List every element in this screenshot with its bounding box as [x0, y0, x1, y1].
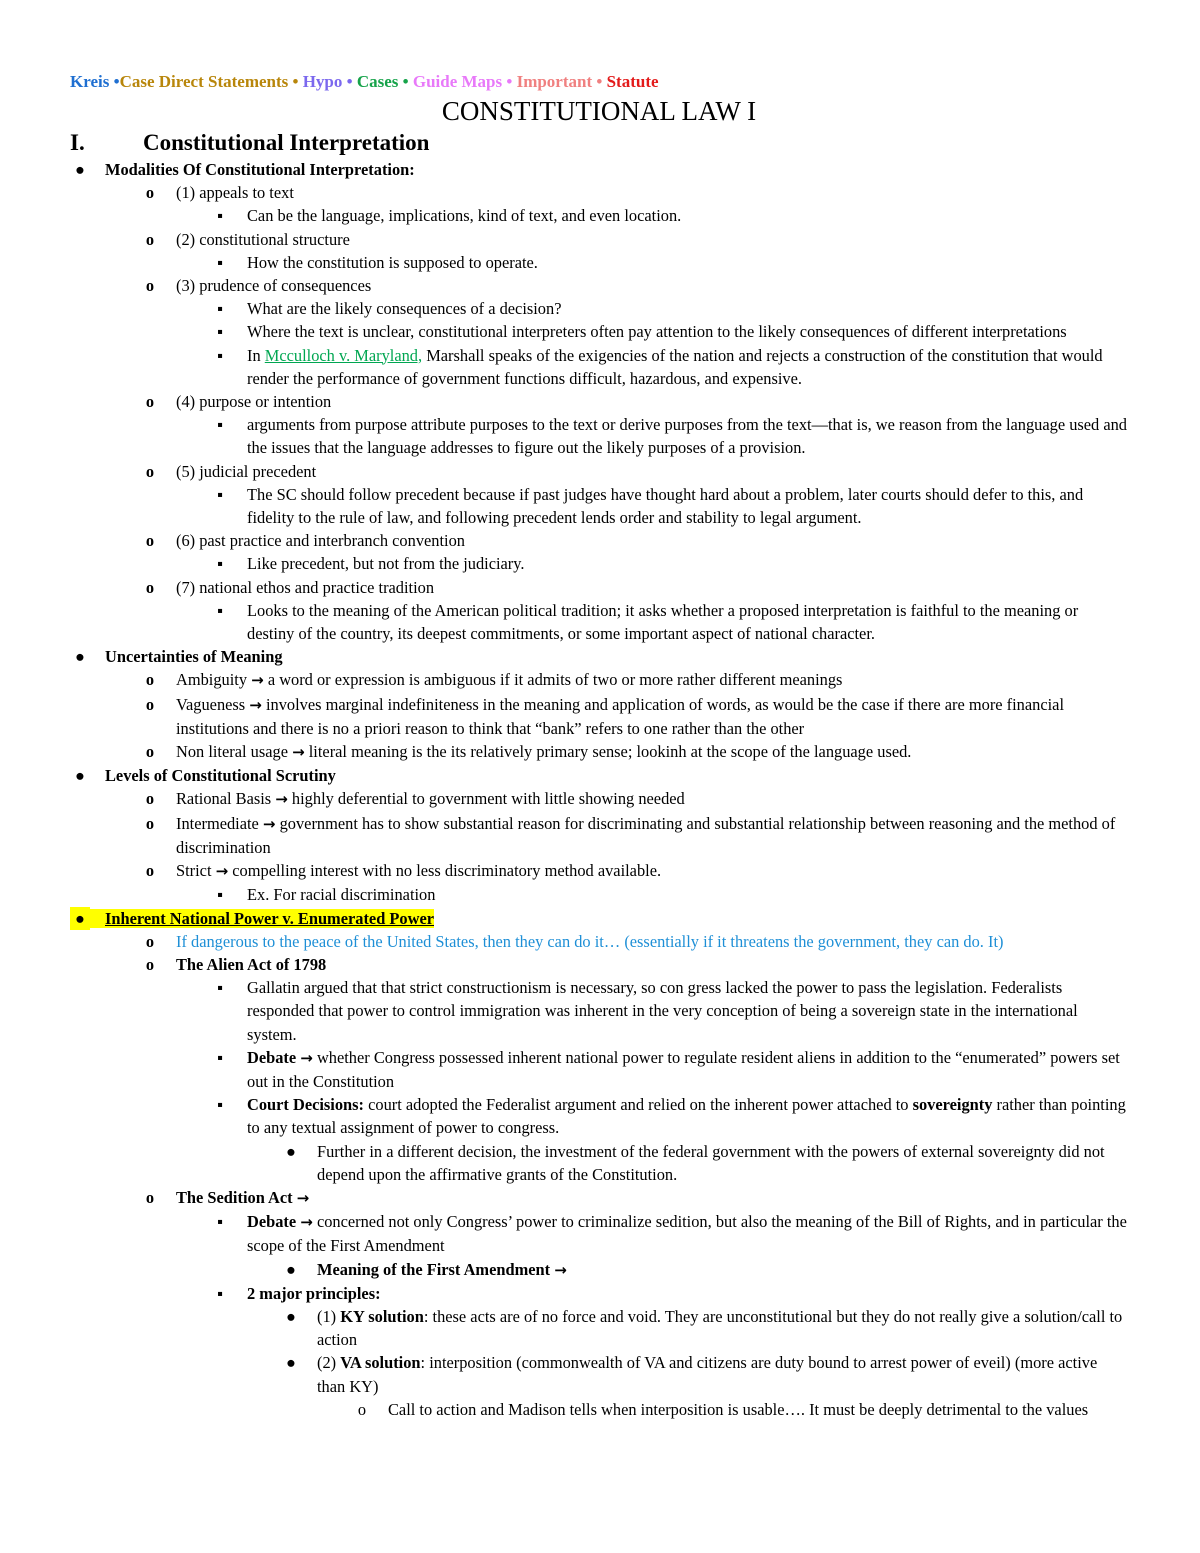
document-title: CONSTITUTIONAL LAW I [441, 96, 757, 126]
item-text: The Sedition Act [176, 1187, 297, 1207]
item-text-bold: sovereignty [912, 1095, 993, 1115]
bullet-o-icon: o [145, 183, 155, 203]
outline-item [70, 907, 1128, 930]
outline-item [70, 859, 1128, 883]
bullet-square-icon: ▪ [217, 600, 223, 620]
item-text: (3) prudence of consequences [176, 276, 372, 296]
item-text: Gallatin argued that that strict constructionism is necessary, so con gress lacked the power to pass the legislation. Federalists responded that power to control immigration was inherent in the very conception of being a sovereign state in the international system. [247, 978, 1078, 1044]
item-text: Non literal usage [176, 742, 293, 762]
outline-item [70, 1351, 1128, 1397]
outline-item [70, 1093, 1128, 1139]
bullet-o-icon: o [145, 1187, 155, 1207]
outline-item [70, 204, 1128, 227]
bullet-o-icon: o [357, 1399, 367, 1419]
outline-item [70, 390, 1128, 413]
outline-item [70, 181, 1128, 204]
section-title: Constitutional Interpretation [143, 130, 430, 155]
item-text: 2 major principles: [247, 1283, 381, 1303]
bullet-square-icon: ▪ [217, 554, 223, 574]
bullet-dot-icon: ● [286, 1353, 296, 1373]
item-text: Like precedent, but not from the judiciary. [247, 554, 525, 574]
outline-item [70, 158, 1128, 181]
arrow-icon: → [249, 695, 262, 714]
item-text: highly deferential to government with little showing needed [287, 789, 685, 809]
item-text-bold: KY solution [340, 1306, 424, 1326]
bullet-square-icon: ▪ [217, 299, 223, 319]
bullet-o-icon: o [145, 577, 155, 597]
bullet-square-icon: ▪ [217, 1283, 223, 1303]
bullet-square-icon: ▪ [217, 885, 223, 905]
outline-item [70, 812, 1128, 859]
item-text: Can be the language, implications, kind of text, and even location. [247, 206, 682, 226]
legend-important: Important • [512, 72, 603, 91]
arrow-icon: → [300, 1213, 313, 1232]
bullet-o-icon: o [145, 954, 155, 974]
outline [70, 158, 1128, 1421]
outline-item [70, 1282, 1128, 1305]
outline-item [70, 740, 1128, 764]
item-text: (1) [317, 1306, 341, 1326]
outline-item [70, 251, 1128, 274]
bullet-o-icon: o [145, 392, 155, 412]
item-text: How the constitution is supposed to operate. [247, 252, 538, 272]
item-text: involves marginal indefiniteness in the meaning and application of words, as would be the case if there are more financial institutions and there is no a priori reason to think that “bank” refers to one rather than the other [176, 694, 1064, 738]
bullet-o-icon: o [145, 670, 155, 690]
bullet-square-icon: ▪ [217, 206, 223, 226]
outline-item [70, 274, 1128, 297]
outline-item [70, 1186, 1128, 1210]
item-text: (7) national ethos and practice tradition [176, 577, 435, 597]
bullet-square-icon: ▪ [217, 1047, 223, 1067]
item-text-bold: Debate [247, 1047, 301, 1067]
item-text: What are the likely consequences of a decision? [247, 299, 562, 319]
item-text: Call to action and Madison tells when interposition is usable…. It must be deeply detrimental to the values [388, 1399, 1089, 1419]
item-text-bold: VA solution [340, 1353, 421, 1373]
outline-item [70, 930, 1128, 953]
bullet-o-icon: o [145, 531, 155, 551]
bullet-dot-icon: ● [70, 907, 90, 930]
outline-item [70, 1046, 1128, 1093]
legend-statute: Statute [602, 72, 659, 91]
item-text: arguments from purpose attribute purposes to the text or derive purposes from the text—that is, we reason from the language used and the issues that the language addresses to figure out the likely purposes of a provision. [247, 415, 1128, 458]
item-text: : interposition (commonwealth of VA and citizens are duty bound to arrest power of eveil) (more active than KY) [317, 1353, 1098, 1396]
arrow-icon: → [296, 1188, 310, 1207]
item-text: Uncertainties of Meaning [105, 647, 283, 667]
legend-kreis: Kreis • [70, 72, 120, 91]
item-text: (1) appeals to text [176, 183, 294, 203]
item-text: Marshall speaks of the exigencies of the nation and rejects a construction of the constitution that would render the performance of government functions difficult, hazardous, and expensive. [247, 345, 1103, 388]
bullet-o-icon: o [145, 742, 155, 762]
arrow-icon: → [275, 790, 288, 809]
bullet-o-icon: o [145, 276, 155, 296]
outline-item [70, 599, 1128, 645]
outline-item [70, 787, 1128, 811]
item-text: : these acts are of no force and void. They are unconstitutional but they do not really give a solution/call to action [317, 1306, 1123, 1350]
bullet-o-icon: o [145, 931, 155, 951]
bullet-dot-icon: ● [75, 160, 85, 179]
item-text: Modalities Of Constitutional Interpretation: [105, 160, 415, 179]
color-legend [70, 70, 1128, 94]
item-text: Strict [176, 861, 216, 881]
outline-item [70, 529, 1128, 552]
bullet-square-icon: ▪ [217, 978, 223, 998]
outline-item [70, 953, 1128, 976]
item-text: (4) purpose or intention [176, 392, 332, 412]
item-text: (5) judicial precedent [176, 461, 317, 481]
item-text: In [247, 345, 265, 365]
outline-item [70, 320, 1128, 343]
legend-cases: Cases • [352, 72, 409, 91]
bullet-dot-icon: ● [75, 766, 85, 786]
item-text-bold: Court Decisions: [247, 1095, 364, 1115]
bullet-dot-icon: ● [286, 1141, 296, 1161]
item-text: court adopted the Federalist argument and relied on the inherent power attached to [364, 1095, 913, 1115]
item-text: rather than pointing to any textual assignment of power to congress. [247, 1095, 1126, 1138]
item-text: government has to show substantial reason for discriminating and substantial relationship between reasoning and the method of discrimination [176, 813, 1116, 857]
item-text: Levels of Constitutional Scrutiny [105, 766, 336, 786]
bullet-square-icon: ▪ [217, 484, 223, 504]
item-text: (2) constitutional structure [176, 229, 350, 249]
outline-item [70, 413, 1128, 459]
bullet-o-icon: o [145, 694, 155, 714]
outline-item [70, 460, 1128, 483]
item-text: compelling interest with no less discriminatory method available. [228, 861, 662, 881]
item-text: The Alien Act of 1798 [176, 954, 327, 974]
item-text: Where the text is unclear, constitutional interpreters often pay attention to the likely consequences of different interpretations [247, 322, 1067, 342]
item-text: Looks to the meaning of the American political tradition; it asks whether a proposed interpretation is faithful to the meaning or destiny of the country, its deepest commitments, or some important aspect of national character. [247, 600, 1079, 644]
bullet-square-icon: ▪ [217, 415, 223, 435]
arrow-icon: → [215, 862, 229, 881]
outline-item [70, 1305, 1128, 1351]
outline-item [70, 668, 1128, 692]
item-text: The SC should follow precedent because if past judges have thought hard about a problem, later courts should defer to this, and fidelity to the rule of law, and following precedent lends order and stability to legal argument. [247, 484, 1084, 528]
hypo-text: If dangerous to the peace of the United States, then they can do it… (essentially if it threatens the government, they can do. It) [176, 931, 1004, 951]
arrow-icon: → [251, 671, 264, 690]
outline-item [70, 576, 1128, 599]
bullet-square-icon: ▪ [217, 1095, 223, 1115]
item-text: whether Congress possessed inherent national power to regulate resident aliens in addition to the “enumerated” powers set out in the Constitution [247, 1047, 1120, 1091]
bullet-square-icon: ▪ [217, 1212, 223, 1232]
bullet-dot-icon: ● [75, 647, 85, 667]
outline-item [70, 1398, 1128, 1421]
item-text-bold: Debate [247, 1212, 301, 1232]
case-link-mcculloch[interactable]: Mcculloch v. Maryland, [264, 345, 423, 365]
legend-case-direct-statements: Case Direct Statements • [119, 72, 299, 91]
outline-item [70, 976, 1128, 1046]
section-heading [70, 128, 1128, 158]
outline-item [70, 693, 1128, 740]
bullet-o-icon: o [145, 229, 155, 249]
outline-item [70, 645, 1128, 668]
arrow-icon: → [292, 743, 305, 762]
item-text: Further in a different decision, the investment of the federal government with the powers of external sovereignty did not depend upon the affirmative grants of the Constitution. [317, 1141, 1105, 1184]
item-text: (6) past practice and interbranch convention [176, 531, 465, 551]
arrow-icon: → [554, 1260, 567, 1279]
item-text: (2) [317, 1353, 341, 1373]
outline-item [70, 483, 1128, 529]
legend-guide-maps: Guide Maps • [408, 72, 513, 91]
outline-item [70, 297, 1128, 320]
item-text: Ambiguity [176, 670, 252, 690]
outline-item [70, 883, 1128, 906]
bullet-square-icon: ▪ [217, 252, 223, 272]
item-text: literal meaning is the its relatively primary sense; lookinh at the scope of the language used. [304, 742, 912, 762]
highlighted-heading: Inherent National Power v. Enumerated Power [90, 909, 434, 928]
bullet-dot-icon: ● [286, 1259, 296, 1279]
bullet-o-icon: o [145, 861, 155, 881]
arrow-icon: → [300, 1048, 313, 1067]
item-text: Vagueness [176, 694, 250, 714]
item-text: Rational Basis [176, 789, 276, 809]
outline-item [70, 764, 1128, 787]
item-text: concerned not only Congress’ power to criminalize sedition, but also the meaning of the Bill of Rights, and in particular the scope of the First Amendment [247, 1212, 1127, 1256]
item-text: Ex. For racial discrimination [247, 885, 436, 905]
outline-item [70, 552, 1128, 575]
bullet-dot-icon: ● [286, 1306, 296, 1326]
bullet-o-icon: o [145, 813, 155, 833]
bullet-o-icon: o [145, 789, 155, 809]
item-text: Intermediate [176, 813, 263, 833]
outline-item [70, 1140, 1128, 1186]
bullet-o-icon: o [145, 461, 155, 481]
item-text: a word or expression is ambiguous if it admits of two or more rather different meanings [263, 670, 843, 690]
bullet-square-icon: ▪ [217, 345, 223, 365]
bullet-square-icon: ▪ [217, 322, 223, 342]
outline-item [70, 1258, 1128, 1282]
section-number: I. [70, 130, 85, 155]
outline-item [70, 228, 1128, 251]
outline-item [70, 344, 1128, 390]
arrow-icon: → [262, 814, 276, 833]
legend-hypo: Hypo • [298, 72, 353, 91]
outline-item [70, 1210, 1128, 1257]
item-text: Meaning of the First Amendment [317, 1259, 555, 1279]
